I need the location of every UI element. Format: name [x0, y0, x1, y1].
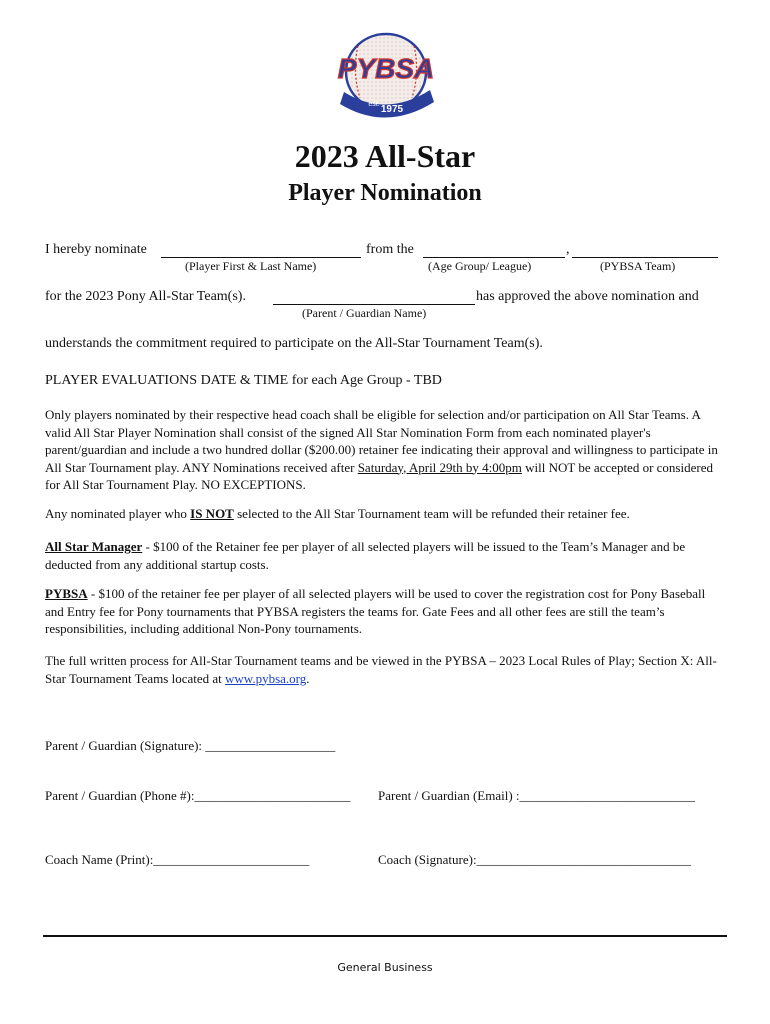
age-group-field[interactable]: [423, 257, 565, 258]
manager-label: All Star Manager: [45, 539, 143, 554]
consent-suffix: has approved the above nomination and: [476, 289, 699, 304]
manager-paragraph: All Star Manager - $100 of the Retainer fee per player of all selected players will be issued to the Team’s Manager and be deducted from any additional startup costs.: [45, 539, 686, 572]
parent-phone-field[interactable]: Parent / Guardian (Phone #):________________________: [45, 788, 351, 803]
parent-signature-field[interactable]: Parent / Guardian (Signature): ____________________: [45, 738, 336, 753]
team-field[interactable]: [572, 257, 718, 258]
logo-year: 1975: [380, 104, 404, 115]
page-subtitle: Player Nomination: [288, 180, 482, 206]
evaluations-text: PLAYER EVALUATIONS DATE & TIME for each Age Group - TBD: [45, 373, 442, 388]
pybsa-logo: [330, 32, 442, 120]
pybsa-label: PYBSA: [45, 586, 88, 601]
commitment-text: understands the commitment required to participate on the All-Star Tournament Team(s).: [45, 336, 543, 351]
parent-name-field[interactable]: [273, 304, 475, 305]
pybsa-paragraph: PYBSA - $100 of the retainer fee per player of all selected players will be used to cover the registration cost for Pony Baseball and Entry fee for Pony tournaments that PYBSA registers the teams for. Gate Fees and all other fees are still the team’s responsibilities, including additional Non-Pony tournaments.: [45, 586, 706, 636]
caption-age-group: (Age Group/ League): [428, 259, 532, 273]
caption-parent: (Parent / Guardian Name): [302, 306, 427, 320]
caption-player: (Player First & Last Name): [185, 259, 317, 273]
is-not-emphasis: IS NOT: [190, 506, 234, 521]
coach-signature-field[interactable]: Coach (Signature):_________________________________: [378, 852, 692, 867]
logo-text: PYBSA: [337, 53, 435, 84]
coach-name-field[interactable]: Coach Name (Print):________________________: [45, 852, 310, 867]
logo-est: est.: [368, 101, 380, 108]
eligibility-paragraph: Only players nominated by their respective head coach shall be eligible for selection and/or participation on All Star Teams. A valid All Star Player Nomination shall consist of the signed All Star Nomination Form from each nominated player's parent/guardian and include a two hundred dollar ($200.00) retainer fee indicating their approval and willingness to participate in All Star Tournament play. ANY Nominations received after Saturday, April 29th by 4:00pm will NOT be accepted or considered for All Star Tournament Play. NO EXCEPTIONS.: [45, 407, 718, 492]
pybsa-website-link[interactable]: www.pybsa.org: [225, 670, 307, 686]
page-title: 2023 All-Star: [294, 138, 476, 174]
parent-email-field[interactable]: Parent / Guardian (Email) :___________________________: [378, 788, 696, 803]
footer-classification: General Business: [337, 961, 433, 974]
nominate-prefix: I hereby nominate: [45, 242, 147, 257]
nominate-comma: ,: [566, 242, 570, 257]
footer-divider: [43, 935, 727, 937]
refund-paragraph: Any nominated player who IS NOT selected to the All Star Tournament team will be refunded their retainer fee.: [45, 506, 630, 521]
caption-team: (PYBSA Team): [600, 259, 676, 273]
nominate-from: from the: [366, 242, 414, 257]
consent-prefix: for the 2023 Pony All-Star Team(s).: [45, 289, 246, 304]
player-name-field[interactable]: [161, 257, 361, 258]
deadline-text: Saturday, April 29th by 4:00pm: [357, 459, 522, 475]
process-paragraph: The full written process for All-Star Tournament teams and be viewed in the PYBSA – 2023 Local Rules of Play; Section X: All-Star Tournament Teams located at www.pybsa.org.: [45, 653, 717, 686]
